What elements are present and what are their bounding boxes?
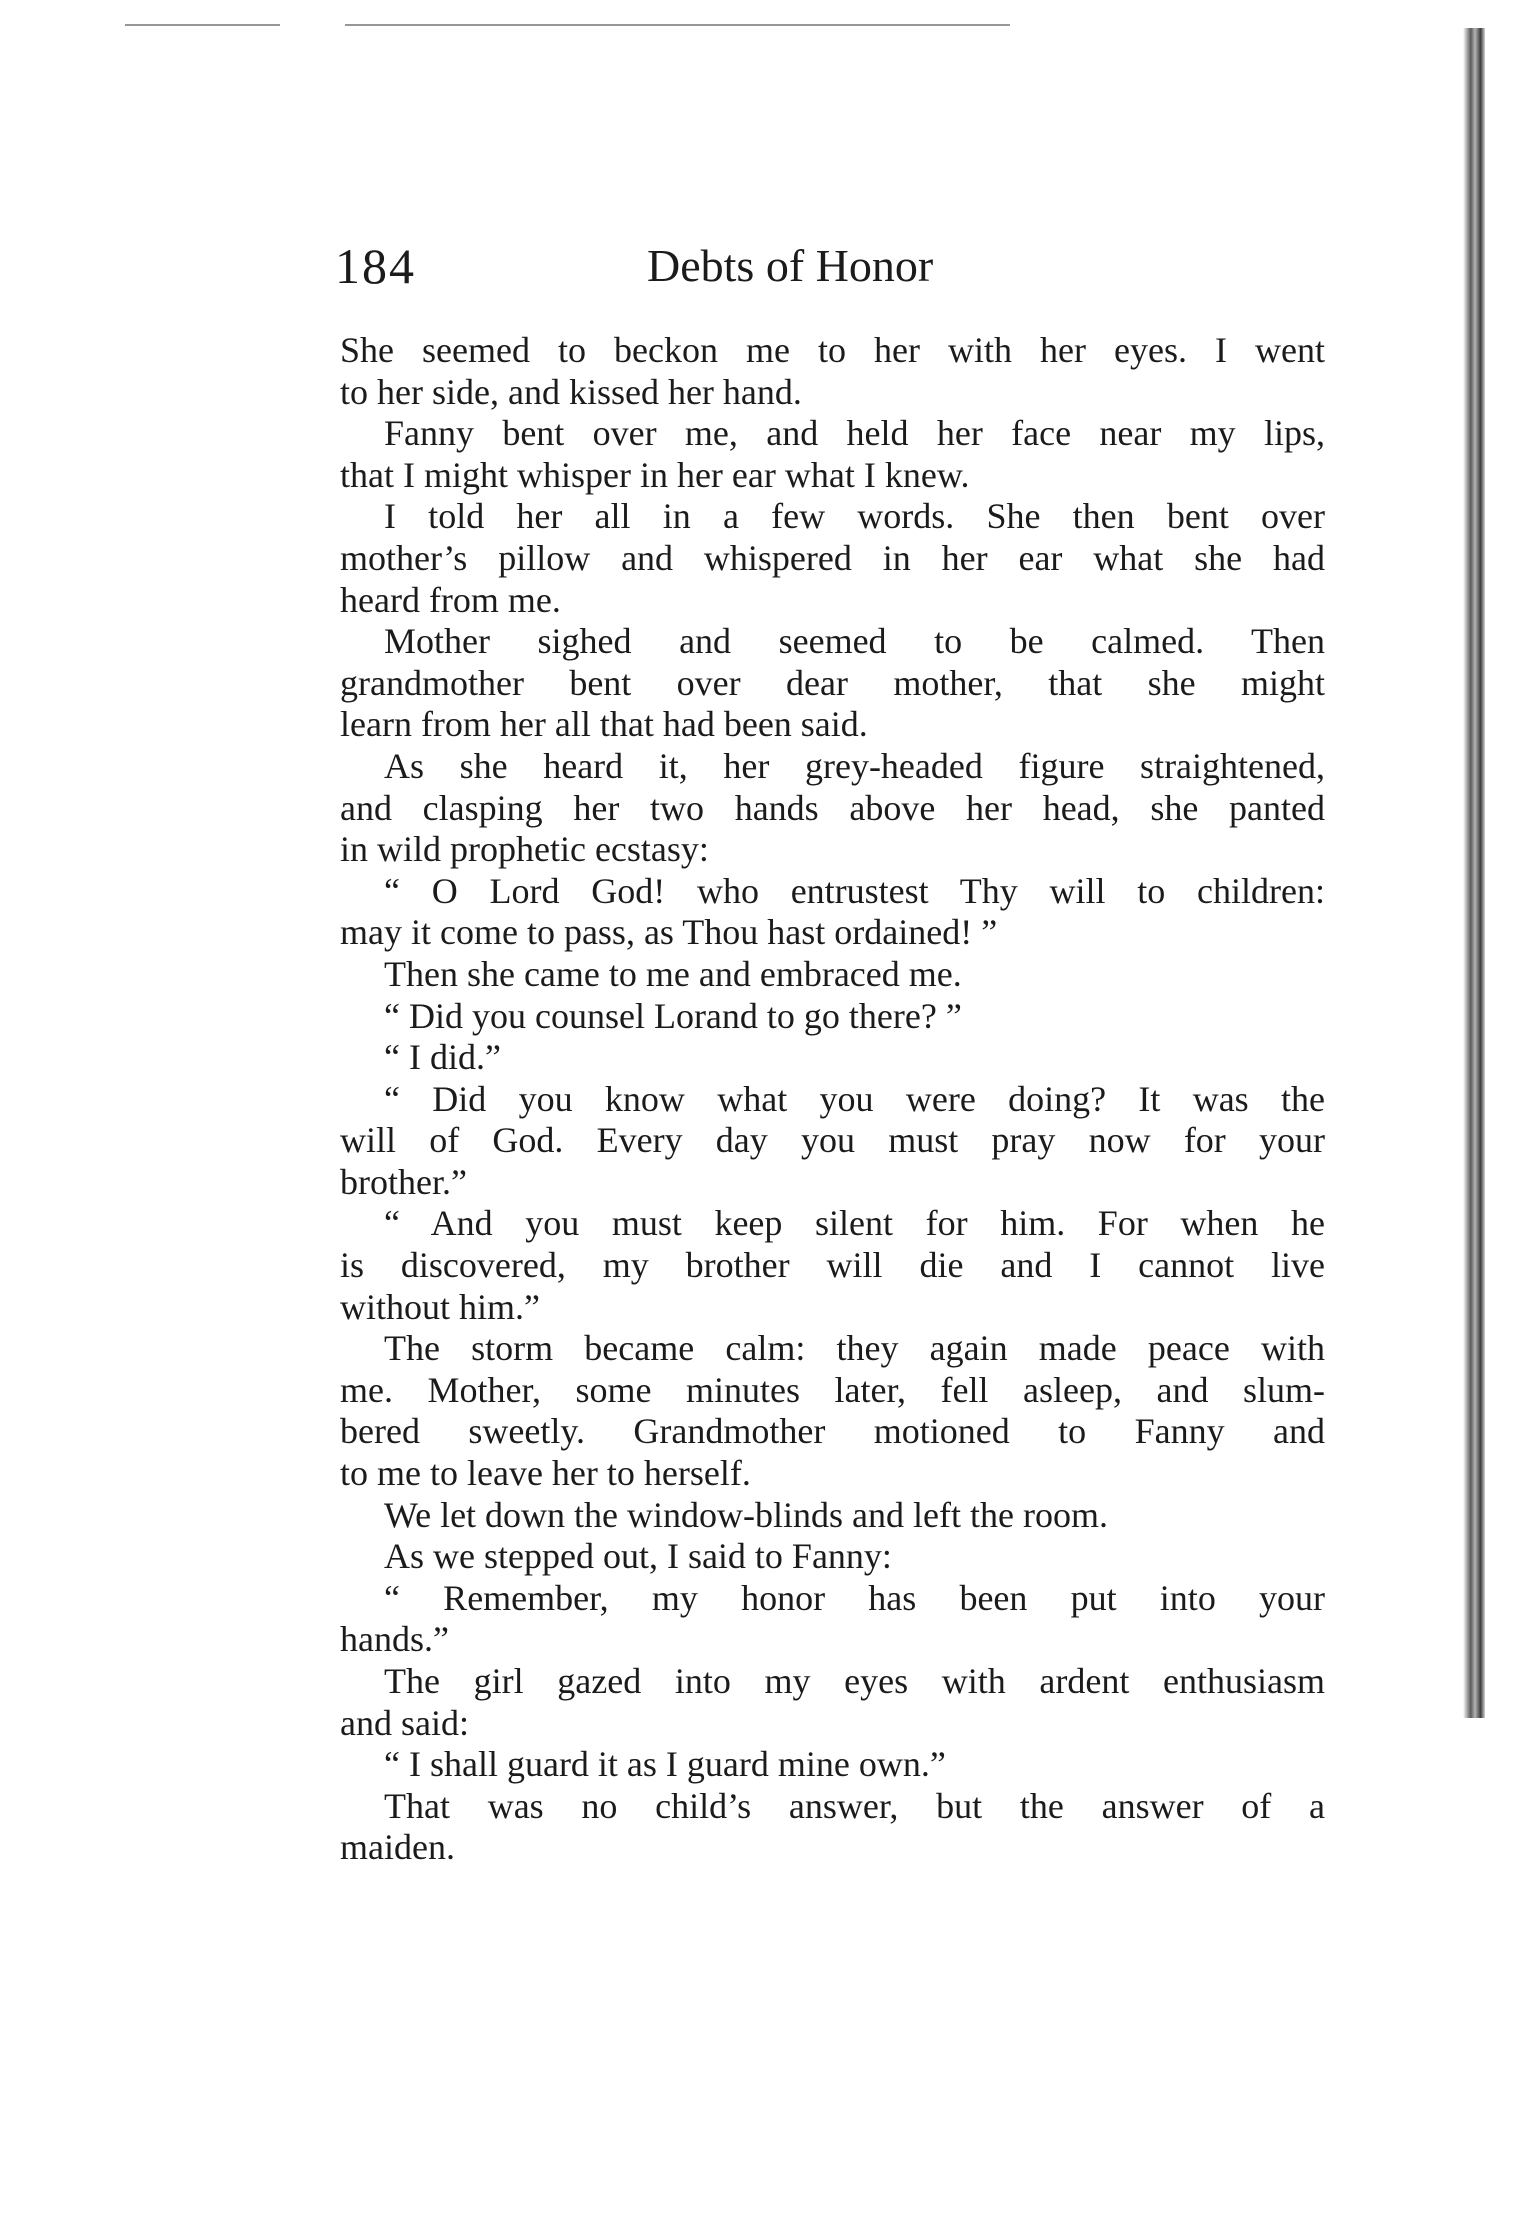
text-line: bered sweetly. Grandmother motioned to Fanny and [340,1411,1325,1452]
text-line: learn from her all that had been said. [340,704,868,745]
top-rule-right [345,24,1010,26]
text-line: will of God. Every day you must pray now for your [340,1120,1325,1161]
text-line: Fanny bent over me, and held her face near my lips, [384,413,1325,454]
text-line: and said: [340,1702,469,1743]
text-line: “ I shall guard it as I guard mine own.” [384,1744,946,1785]
page-edge-shadow [1463,28,1485,1718]
top-rule-left [125,24,280,26]
text-line: The girl gazed into my eyes with ardent enthusiasm [384,1661,1325,1701]
text-line: We let down the window-blinds and left the room. [384,1494,1108,1535]
body-text [340,330,1325,1869]
text-line: mother’s pillow and whispered in her ear what she had [340,537,1325,578]
text-line: Mother sighed and seemed to be calmed. Then [384,621,1325,662]
text-line: She seemed to beckon me to her with her eyes. I went [340,330,1325,370]
text-line: is discovered, my brother will die and I cannot live [340,1245,1325,1286]
text-line: heard from me. [340,579,561,620]
text-line: That was no child’s answer, but the answer of a [384,1785,1325,1826]
text-line: “ Remember, my honor has been put into your [384,1577,1325,1618]
text-line: grandmother bent over dear mother, that she might [340,662,1325,703]
text-line: hands.” [340,1619,449,1660]
text-line: brother.” [340,1161,467,1202]
text-line: I told her all in a few words. She then bent over [384,496,1325,537]
text-line: “ O Lord God! who entrustest Thy will to children: [384,870,1325,911]
text-line: in wild prophetic ecstasy: [340,829,709,870]
text-line: “ Did you counsel Lorand to go there? ” [384,995,962,1036]
text-line: maiden. [340,1827,455,1868]
text-line: may it come to pass, as Thou hast ordained! ” [340,912,998,953]
text-line: As we stepped out, I said to Fanny: [384,1536,892,1577]
page-number: 184 [335,238,416,294]
text-line: “ Did you know what you were doing? It was the [384,1078,1325,1119]
text-line: “ And you must keep silent for him. For when he [384,1203,1325,1244]
text-line: that I might whisper in her ear what I knew. [340,454,970,495]
text-line: The storm became calm: they again made peace with [384,1328,1325,1369]
text-line: As she heard it, her grey-headed figure straightened, [384,745,1325,786]
page-header [335,236,1335,296]
text-line: to her side, and kissed her hand. [340,371,802,412]
text-line: “ I did.” [384,1037,501,1078]
text-line: and clasping her two hands above her head, she panted [340,787,1325,828]
text-line: to me to leave her to herself. [340,1453,751,1494]
running-title: Debts of Honor [647,240,934,291]
text-line: Then she came to me and embraced me. [384,953,962,994]
text-line: me. Mother, some minutes later, fell asleep, and slum- [340,1369,1325,1410]
text-line: without him.” [340,1286,540,1327]
